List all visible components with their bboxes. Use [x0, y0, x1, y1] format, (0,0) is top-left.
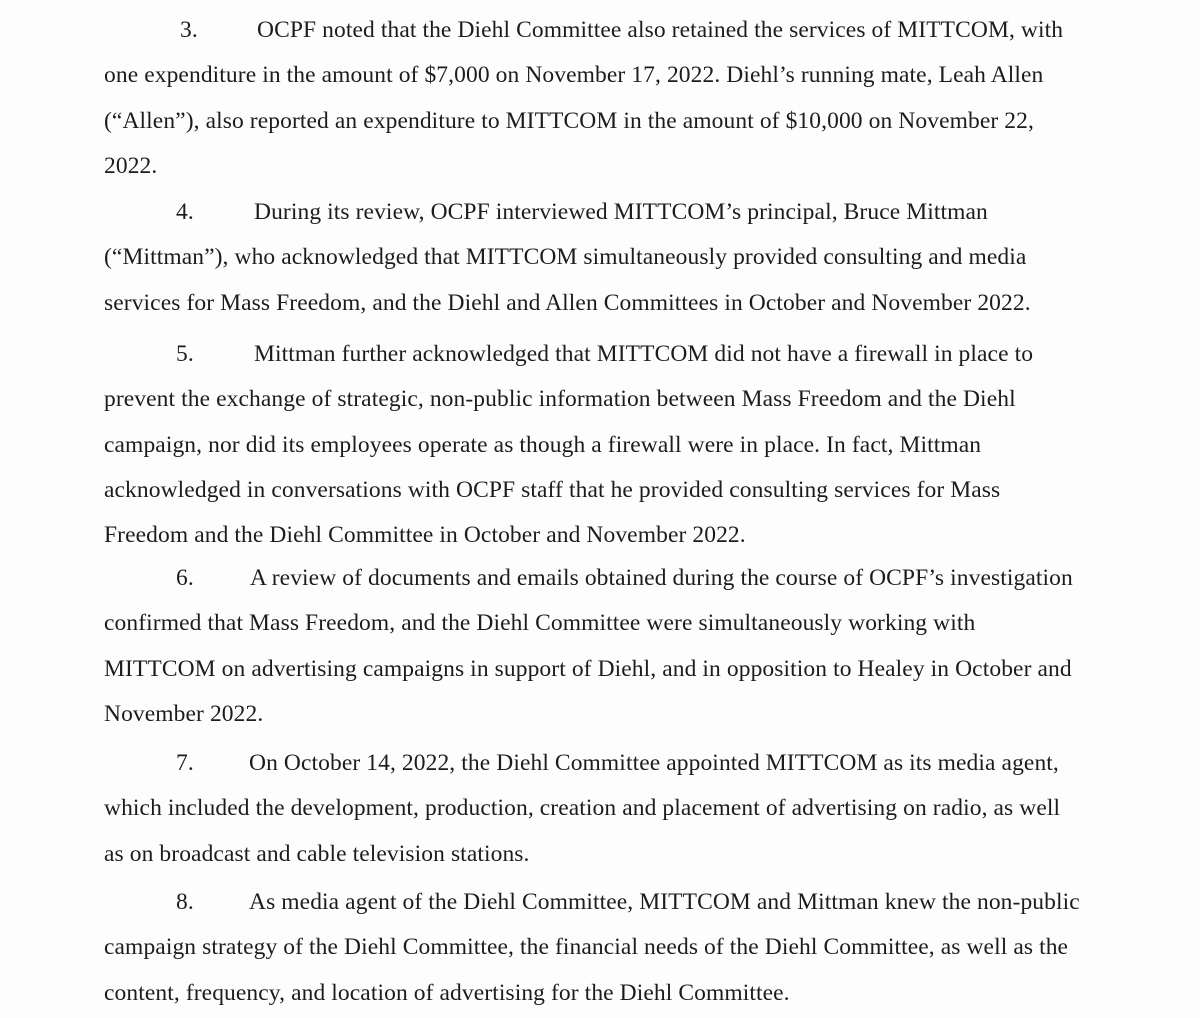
paragraph-3 — [104, 8, 1084, 189]
paragraph-text: A review of documents and emails obtained during the course of OCPF’s investigation confirmed that Mass Freedom, and the Diehl Committee were simultaneously working with MITTCOM on advertising campaigns in support of Diehl, and in opposition to Healey in October and November 2022. — [104, 565, 1073, 727]
paragraph-text: On October 14, 2022, the Diehl Committee appointed MITTCOM as its media agent, which included the development, production, creation and placement of advertising on radio, as well as on broadcast and cable television stations. — [104, 750, 1061, 867]
paragraph-8 — [104, 880, 1084, 1016]
paragraph-text: Mittman further acknowledged that MITTCOM did not have a firewall in place to prevent the exchange of strategic, non-public information between Mass Freedom and the Diehl campaign, nor did its employees operate as though a firewall were in place. In fact, Mittman acknowledged in conversations with OCPF staff that he provided consulting services for Mass Freedom and the Diehl Committee in October and November 2022. — [104, 341, 1034, 549]
paragraph-7 — [104, 741, 1084, 877]
paragraph-number: 4. — [176, 199, 194, 225]
paragraph-number: 7. — [176, 750, 194, 776]
paragraph-number: 8. — [176, 889, 194, 915]
paragraph-5 — [104, 332, 1084, 558]
paragraph-number: 6. — [176, 565, 194, 591]
paragraph-text: OCPF noted that the Diehl Committee also retained the services of MITTCOM, with one expenditure in the amount of $7,000 on November 17, 2022. Diehl’s running mate, Leah Allen (“Allen”), also reported an expenditure to MITTCOM in the amount of $10,000 on November 22, 2022. — [104, 17, 1064, 179]
paragraph-number: 5. — [176, 341, 194, 367]
paragraph-text: During its review, OCPF interviewed MITTCOM’s principal, Bruce Mittman (“Mittman”), who acknowledged that MITTCOM simultaneously provided consulting and media services for Mass Freedom, and the Diehl and Allen Committees in October and November 2022. — [104, 199, 1031, 316]
paragraph-text: As media agent of the Diehl Committee, MITTCOM and Mittman knew the non-public campaign strategy of the Diehl Committee, the financial needs of the Diehl Committee, as well as the content, frequency, and location of advertising for the Diehl Committee. — [104, 889, 1080, 1006]
paragraph-6 — [104, 556, 1084, 737]
paragraph-4 — [104, 190, 1084, 326]
paragraph-number: 3. — [180, 17, 198, 43]
